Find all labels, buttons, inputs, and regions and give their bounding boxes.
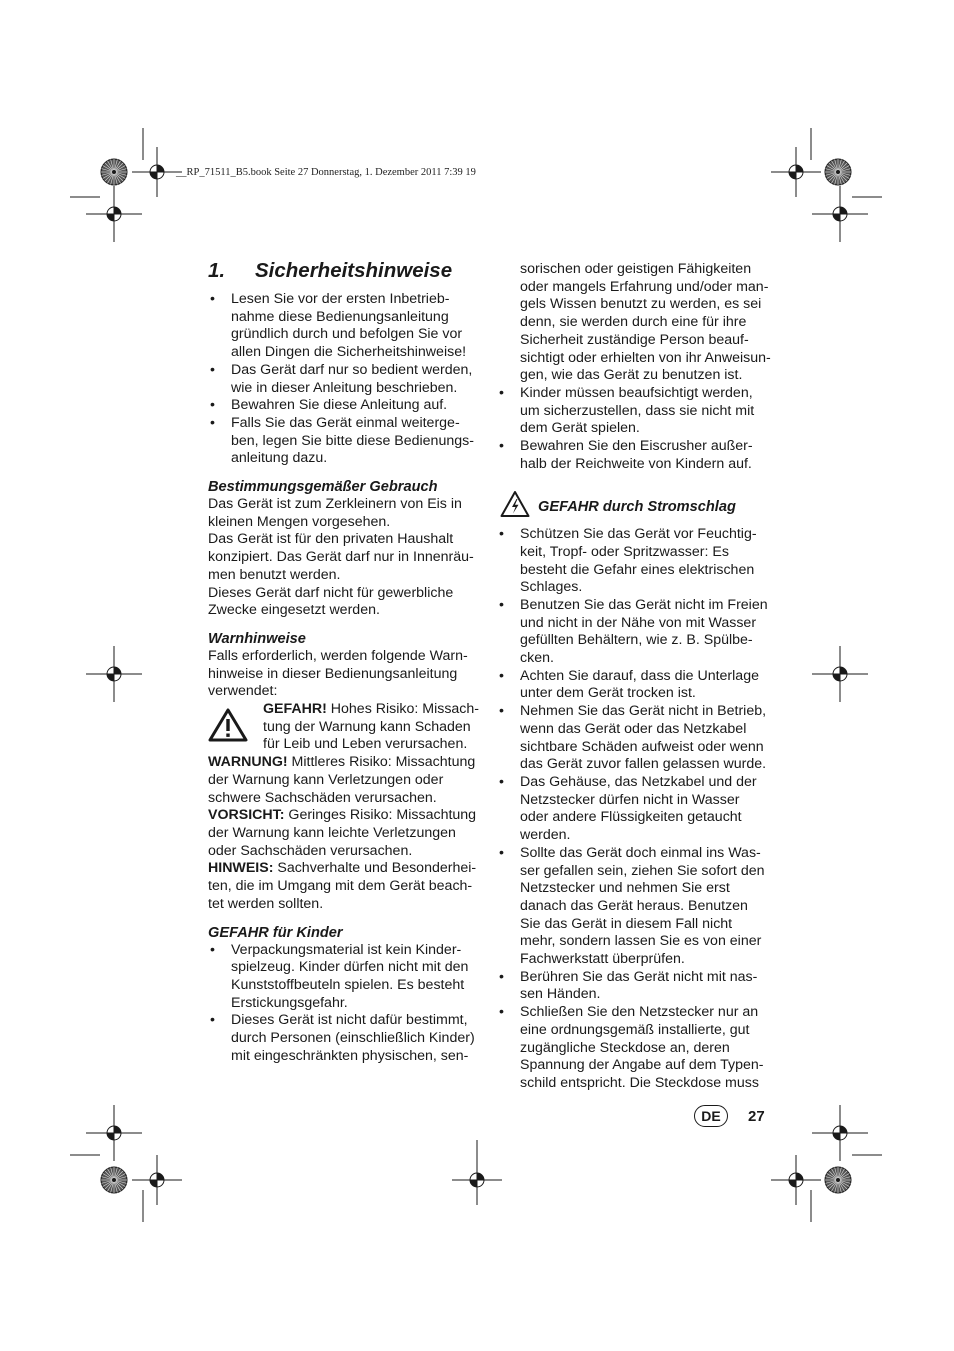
bullet-icon: •	[210, 414, 215, 431]
list-item: • Benutzen Sie das Gerät nicht im Freien und nicht in der Nähe von mit Wasser gefüllten Behältern, wie z. B. Spülbe- cken.	[499, 596, 768, 667]
list-item: • Schließen Sie den Netzstecker nur an eine ordnungsgemäß installierte, gut zugängliche Steckdose an, deren Spannung der Angabe auf dem Typen- schild entspricht. Die Steckdose muss	[499, 1004, 764, 1091]
gefahr-label: GEFAHR!	[263, 701, 327, 718]
list-item: • Achten Sie darauf, dass die Unterlage unter dem Gerät trocken ist.	[499, 667, 759, 702]
bullet-icon: •	[210, 397, 215, 414]
page-number: 27	[748, 1107, 765, 1125]
bullet-icon: •	[499, 968, 504, 985]
section-title: Sicherheitshinweise	[255, 259, 453, 282]
electric-bullet-list	[497, 526, 772, 1093]
left-column	[208, 258, 483, 1065]
language-badge: DE	[694, 1105, 728, 1127]
vorsicht-text: Geringes Risiko: Missachtung der Warnung kann leichte Verletzungen oder Sachschäden verursachen.	[208, 807, 477, 859]
bullet-icon: •	[499, 596, 504, 613]
gefahr-text: Hohes Risiko: Missach- tung der Warnung kann Schaden für Leib und Leben verursachen.	[263, 701, 480, 753]
bullet-icon: •	[499, 844, 504, 861]
list-item: • Verpackungsmaterial ist kein Kinder- spielzeug. Kinder dürfen nicht mit den Kunststoffbeuteln spielen. Es besteht Erstickungsgefahr.	[210, 941, 469, 1011]
electric-danger-header	[497, 490, 772, 524]
hinweis-text: Sachverhalte und Besonderhei- ten, die im Umgang mit dem Gerät beach- tet werden sollten.	[208, 860, 477, 912]
bullet-icon: •	[210, 1012, 215, 1029]
electric-danger-heading: GEFAHR durch Stromschlag	[538, 499, 736, 516]
children-danger-heading: GEFAHR für Kinder	[208, 924, 343, 941]
bullet-icon: •	[210, 291, 215, 307]
list-item: • Dieses Gerät ist nicht dafür bestimmt, durch Personen (einschließlich Kinder) mit eingeschränkten physischen, sen-	[210, 1012, 475, 1064]
list-item: • Falls Sie das Gerät einmal weiterge- ben, legen Sie bitte diese Bedienungs- anleitung dazu.	[210, 414, 474, 467]
warnings-intro-text: Falls erforderlich, werden folgende Warn- hinweise in dieser Bedienungsanleitung verwendet:	[208, 647, 468, 700]
list-item: • Kinder müssen beaufsichtigt werden, um sicherzustellen, dass sie nicht mit dem Gerät spielen.	[499, 384, 755, 437]
warnung-label: WARNUNG!	[208, 754, 288, 771]
vorsicht-label: VORSICHT:	[208, 807, 285, 824]
print-header-line: __RP_71511_B5.book Seite 27 Donnerstag, 1. Dezember 2011 7:39 19	[176, 167, 476, 178]
gefahr-note	[208, 701, 483, 754]
section-number: 1.	[208, 259, 226, 282]
vorsicht-note	[208, 807, 483, 860]
list-item: • Nehmen Sie das Gerät nicht in Betrieb, wenn das Gerät oder das Netzkabel sichtbare Schäden aufweist oder wenn das Gerät zuvor fallen gelassen wurde.	[499, 703, 767, 773]
list-item: • Schützen Sie das Gerät vor Feuchtig- keit, Tropf- oder Spritzwasser: Es besteht die Gefahr eines elektrischen Schlages.	[499, 526, 757, 596]
page-title	[208, 258, 483, 284]
list-item: • Bewahren Sie diese Anleitung auf.	[210, 397, 448, 414]
continued-text: sorischen oder geistigen Fähigkeiten oder mangels Erfahrung und/oder man- gels Wissen benutzt zu werden, es sei denn, sie werden durch eine für ihre Sicherheit zuständige Person beauf- sichtigt oder erhielten von ihr Anweisun- gen, wie das Gerät zu benutzen ist.	[520, 261, 771, 384]
right-column	[497, 261, 772, 1093]
list-item: • Das Gehäuse, das Netzkabel und der Netzstecker dürfen nicht in Wasser oder andere Flüssigkeiten getaucht werden.	[499, 773, 757, 844]
hinweis-note	[208, 860, 483, 913]
intro-bullet-list	[208, 291, 483, 468]
intended-use-text: Das Gerät ist zum Zerkleinern von Eis in kleinen Mengen vorgesehen. Das Gerät ist für den privaten Haushalt konzipiert. Das Gerät darf nur in Innenräu- men benutzt werden. Dieses Gerät darf nicht für gewerbliche Zwecke eingesetzt werden.	[208, 496, 474, 619]
bullet-icon: •	[499, 773, 504, 790]
page-footer	[694, 1105, 765, 1127]
bullet-icon: •	[210, 361, 215, 378]
electric-hazard-icon	[500, 490, 530, 518]
warning-triangle-icon	[208, 708, 248, 742]
bullet-icon: •	[499, 526, 504, 543]
list-item: • Sollte das Gerät doch einmal ins Was- ser gefallen sein, ziehen Sie sofort den Netzstecker und nehmen Sie erst danach das Gerät heraus. Benutzen Sie das Gerät in diesem Fall nicht mehr, sondern lassen Sie es von einer Fachwerkstatt überprüfen.	[499, 844, 765, 968]
list-item: • Bewahren Sie den Eiscrusher außer- halb der Reichweite von Kindern auf.	[499, 438, 753, 472]
list-item: • Lesen Sie vor der ersten Inbetrieb- nahme diese Bedienungsanleitung gründlich durch und befolgen Sie vor allen Dingen die Sicherheitshinweise!	[210, 291, 467, 361]
bullet-icon: •	[499, 667, 504, 684]
children-bullet-list-continued	[497, 385, 772, 474]
hinweis-label: HINWEIS:	[208, 860, 274, 877]
warnung-text: Mittleres Risiko: Missachtung der Warnung kann Verletzungen oder schwere Sachschäden verursachen.	[208, 754, 476, 806]
bullet-icon: •	[499, 703, 504, 720]
bullet-icon: •	[499, 438, 504, 455]
bullet-icon: •	[499, 384, 504, 401]
intended-use-heading: Bestimmungsgemäßer Gebrauch	[208, 479, 438, 496]
warnung-note	[208, 754, 483, 807]
list-item: • Berühren Sie das Gerät nicht mit nas- sen Händen.	[499, 968, 758, 1003]
bullet-icon: •	[210, 941, 215, 958]
bullet-icon: •	[499, 1004, 504, 1021]
list-item: • Das Gerät darf nur so bedient werden, wie in dieser Anleitung beschrieben.	[210, 361, 473, 396]
children-bullet-list	[208, 942, 483, 1066]
warnings-heading: Warnhinweise	[208, 630, 306, 647]
